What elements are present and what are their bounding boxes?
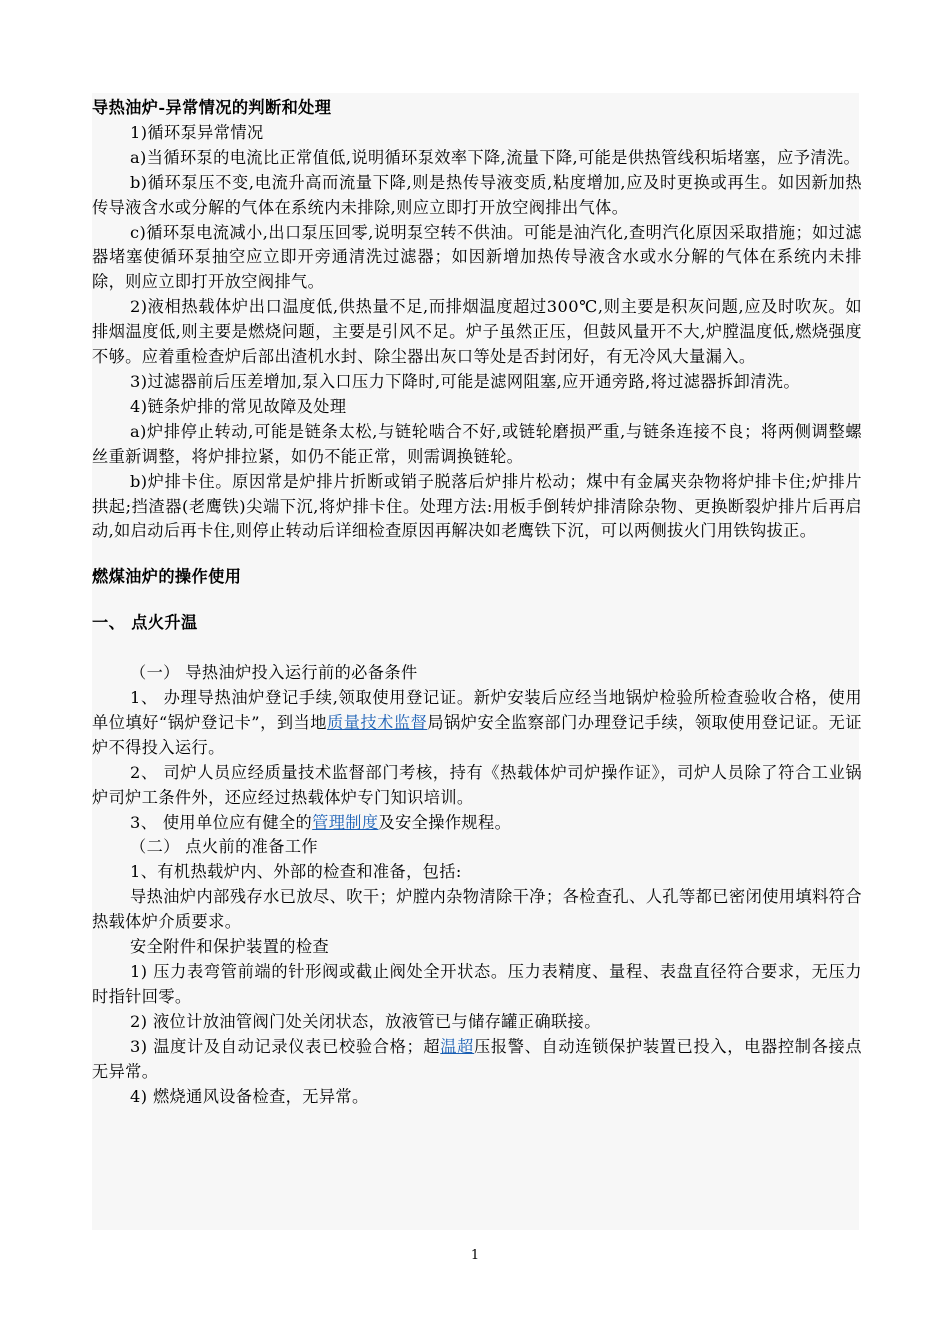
paragraph: 2) 液位计放油管阀门处关闭状态，放液管已与储存罐正确联接。 xyxy=(130,1011,601,1031)
paragraph: b)循环泵压不变,电流升高而流量下降,则是热传导液变质,粘度增加,应及时更换或再生。如因新加热传导液含水或分解的气体在系统内未排除,则应立即打开放空阀排出气体。 xyxy=(92,172,862,217)
link-temperature[interactable]: 温超 xyxy=(440,1036,475,1056)
paragraph: 2、 司炉人员应经质量技术监督部门考核，持有《热载体炉司炉操作证》，司炉人员除了符合工业锅炉司炉工条件外，还应经过热载体炉专门知识培训。 xyxy=(92,762,862,807)
paragraph: b)炉排卡住。原因常是炉排片折断或销子脱落后炉排片松动；煤中有金属夹杂物将炉排卡住;炉排片拱起;挡渣器(老鹰铁)尖端下沉,将炉排卡住。处理方法:用板手倒转炉排清除杂物、更换断裂炉排片后再启动,如启动后再卡住,则停止转动后详细检查原因再解决如老鹰铁下沉，可以两侧拔火门用铁钩拔正。 xyxy=(92,471,862,541)
subheading: （一） 导热油炉投入运行前的必备条件 xyxy=(130,663,418,683)
paragraph: 3)过滤器前后压差增加,泵入口压力下降时,可能是滤网阻塞,应开通旁路,将过滤器拆卸清洗。 xyxy=(130,371,800,391)
heading-ignition: 一、 点火升温 xyxy=(92,613,198,633)
page-number: 1 xyxy=(470,1248,480,1263)
paragraph: 4)链条炉排的常见故障及处理 xyxy=(130,396,347,416)
link-quality-supervision[interactable]: 质量技术监督 xyxy=(327,712,428,732)
link-management-system[interactable]: 管理制度 xyxy=(312,812,379,832)
subheading: （二） 点火前的准备工作 xyxy=(130,837,319,857)
document-body xyxy=(92,96,862,1109)
paragraph: 1) 压力表弯管前端的针形阀或截止阀处全开状态。压力表精度、量程、表盘直径符合要求，无压力时指针回零。 xyxy=(92,962,862,1006)
paragraph: a)炉排停止转动,可能是链条太松,与链轮啮合不好,或链轮磨损严重,与链条连接不良；将两侧调整螺丝重新调整，将炉排拉紧，如仍不能正常，则需调换链轮。 xyxy=(92,421,862,466)
paragraph: 1、有机热载炉内、外部的检查和准备，包括: xyxy=(130,862,462,882)
paragraph: 3、 使用单位应有健全的管理制度及安全操作规程。 xyxy=(130,812,512,832)
paragraph: 1、 办理导热油炉登记手续,领取使用登记证。新炉安装后应经当地锅炉检验所检查验收合格，使用单位填好“锅炉登记卡”，到当地质量技术监督局锅炉安全监察部门办理登记手续，领取使用登记证。无证炉不得投入运行。 xyxy=(92,688,862,757)
section-title-operation: 燃煤油炉的操作使用 xyxy=(92,567,242,587)
section-title-abnormal: 导热油炉-异常情况的判断和处理 xyxy=(92,98,332,117)
paragraph: 1)循环泵异常情况 xyxy=(130,122,264,142)
paragraph: 4) 燃烧通风设备检查，无异常。 xyxy=(130,1086,369,1106)
paragraph: 安全附件和保护装置的检查 xyxy=(130,937,330,957)
paragraph: 导热油炉内部残存水已放尽、吹干；炉膛内杂物清除干净；各检查孔、人孔等都已密闭使用填料符合热载体炉介质要求。 xyxy=(92,887,862,932)
paragraph: a)当循环泵的电流比正常值低,说明循环泵效率下降,流量下降,可能是供热管线积垢堵塞，应予清洗。 xyxy=(130,147,861,167)
paragraph: c)循环泵电流减小,出口泵压回零,说明泵空转不供油。可能是油汽化,查明汽化原因采取措施；如过滤器堵塞使循环泵抽空应立即开旁通清洗过滤器；如因新增加热传导液含水或水分解的气体在系统内未排除，则应立即打开放空阀排气。 xyxy=(92,222,862,292)
paragraph: 3) 温度计及自动记录仪表已校验合格；超温超压报警、自动连锁保护装置已投入，电器控制各接点无异常。 xyxy=(92,1036,862,1081)
paragraph: 2)液相热载体炉出口温度低,供热量不足,而排烟温度超过300℃,则主要是积灰问题,应及时吹灰。如排烟温度低,则主要是燃烧问题，主要是引风不足。炉子虽然正压，但鼓风量开不大,炉膛温度低,燃烧强度不够。应着重检查炉后部出渣机水封、除尘器出灰口等处是否封闭好，有无冷风大量漏入。 xyxy=(92,297,862,367)
